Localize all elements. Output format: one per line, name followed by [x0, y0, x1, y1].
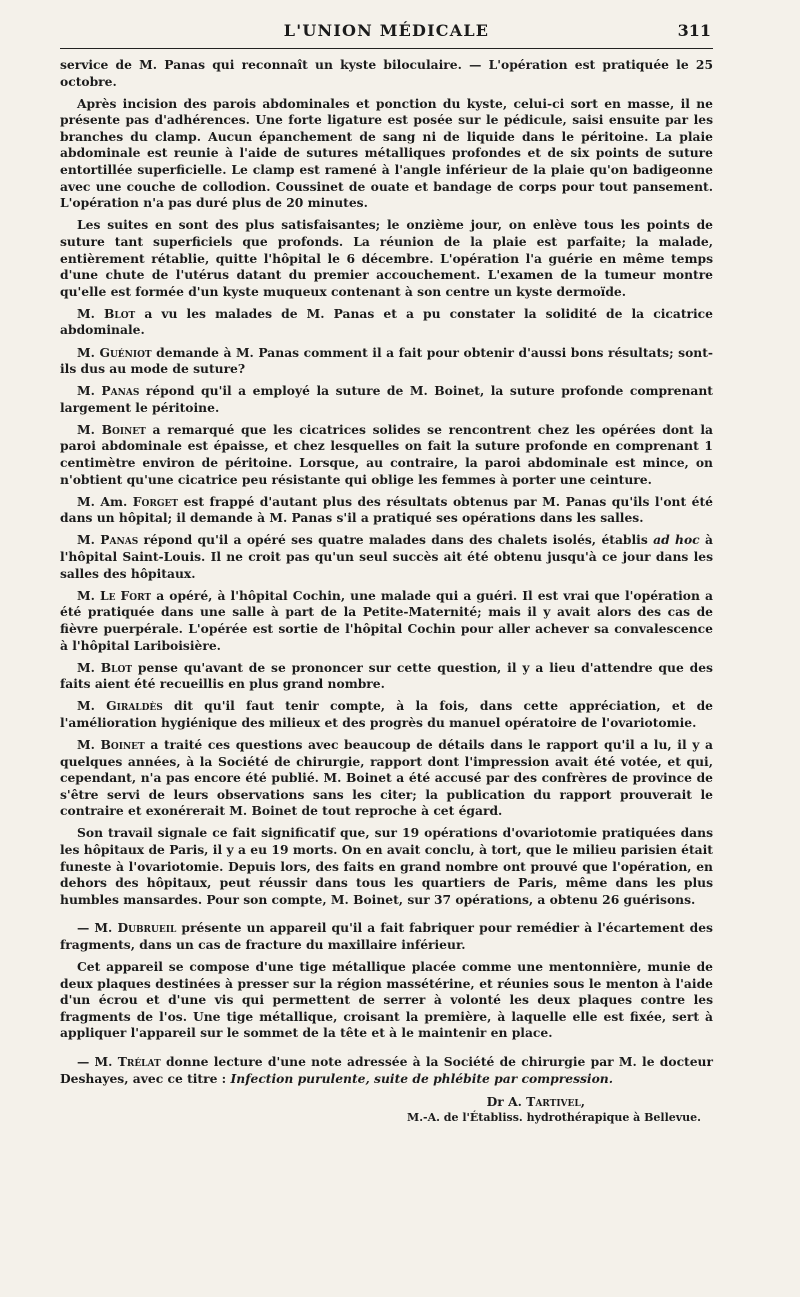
speaker-name: Panas	[100, 532, 139, 548]
speaker-name: Panas	[101, 383, 140, 399]
speaker-name: Dubrueil	[117, 920, 177, 936]
paragraph-text: demande à M. Panas comment il a fait pour obtenir d'aussi bons résultats; sont-ils dus au mode de suture?	[60, 344, 713, 377]
paragraph-6	[60, 383, 713, 416]
speaker-prefix: M.	[77, 659, 101, 675]
speaker-name: Blot	[103, 305, 136, 321]
paragraph-text: répond qu'il a employé la suture de M. Boinet, la suture profonde comprenant largement le péritoine.	[60, 383, 713, 415]
italic-phrase: ad hoc	[653, 532, 700, 548]
paragraph-9	[60, 532, 713, 582]
paragraph-text: dit qu'il faut tenir compte, à la fois, dans cette appréciation, et de l'amélioration hygiénique des milieux et des progrès du manuel opératoire de l'ovariotomie.	[60, 698, 713, 730]
speaker-name: Blot	[100, 659, 133, 675]
speaker-name: Boinet	[101, 421, 146, 437]
speaker-name: Giraldès	[106, 698, 163, 714]
paragraph-text: pense qu'avant de se prononcer sur cette question, il y a lieu d'attendre que des faits aient été recueillis en plus grand nombre.	[60, 659, 713, 692]
paragraph-13	[60, 737, 713, 820]
paragraph-2: Après incision des parois abdominales et ponction du kyste, celui-ci sort en masse, il ne présente pas d'adhérences. Une forte ligature est posée sur le pédicule, saisi ensuite par les branches du clamp. Aucun épanchement de sang ni de liquide dans le péritoine. La plaie abdominale est reunie à l'aide de sutures métalliques profondes et de six points de suture entortillée superficielle. Le clamp est ramené à l'angle inférieur de la plaie qu'on badigeonne avec une couche de collodion. Coussinet de ouate et bandage de corps pour tout pansement. L'opération n'a pas duré plus de 20 minutes.	[60, 95, 713, 211]
speaker-name: Forget	[132, 493, 179, 509]
page-number: 311	[677, 21, 711, 40]
speaker-prefix: M.	[77, 698, 107, 714]
speaker-name: Trélat	[117, 1054, 161, 1070]
paragraph-17	[60, 1054, 713, 1087]
speaker-prefix: M.	[77, 344, 100, 360]
paragraph-text: a remarqué que les cicatrices solides se rencontrent chez les opérées dont la paroi abdominale est épaisse, et chez lesquelles on fait la suture profonde en comprenant 1 centimètre environ de péritoine. Lorsque, au contraire, la paroi abdominale est mince, on n'obtient qu'une cicatrice peu résistante qui oblige les femmes à porter une ceinture.	[60, 421, 713, 487]
running-title: L'UNION MÉDICALE	[283, 21, 490, 40]
paragraph-text-continued: à l'hôpital Saint-Louis. Il ne croit pas qu'un seul succès ait été obtenu jusqu'à ce jour dans les salles des hôpitaux.	[60, 532, 713, 581]
speaker-prefix: M.	[77, 383, 102, 399]
signature-affiliation: M.-A. de l'Établiss. hydrothérapique à Bellevue.	[407, 1110, 701, 1124]
speaker-name: Le Fort	[99, 587, 152, 603]
paragraph-15	[60, 920, 713, 953]
page-header	[60, 20, 713, 49]
italic-title: Infection purulente, suite de phlébite par compression.	[230, 1070, 614, 1086]
paragraph-text: présente un appareil qu'il a fait fabriquer pour remédier à l'écartement des fragments, dans un cas de fracture du maxillaire inférieur.	[60, 920, 713, 952]
speaker-prefix: — M.	[77, 920, 118, 936]
paragraph-text: est frappé d'autant plus des résultats obtenus par M. Panas qu'ils l'ont été dans un hôpital; il demande à M. Panas s'il a pratiqué ses opérations dans les salles.	[60, 493, 713, 526]
signature-prefix: Dr A.	[486, 1093, 527, 1109]
speaker-prefix: M.	[77, 305, 104, 321]
speaker-name: Boinet	[100, 736, 145, 752]
speaker-prefix: — M.	[77, 1054, 118, 1070]
paragraph-14: Son travail signale ce fait significatif que, sur 19 opérations d'ovariotomie pratiquées dans les hôpitaux de Paris, il y a eu 19 morts. On en avait conclu, à tort, que le milieu parisien était funeste à l'ovariotomie. Depuis lors, des faits en grand nombre ont prouvé que l'opération, en dehors des hôpitaux, peut réussir dans tous les quartiers de Paris, même dans les plus humbles mansardes. Pour son compte, M. Boinet, sur 37 opérations, a obtenu 26 guérisons.	[60, 825, 713, 907]
signature-name: Tartivel,	[526, 1093, 585, 1109]
paragraph-text: donne lecture d'une note adressée à la Société de chirurgie par M. le docteur Deshayes, avec ce titre :	[60, 1054, 713, 1086]
paragraph-7	[60, 422, 713, 488]
paragraph-12	[60, 698, 713, 731]
paragraph-16: Cet appareil se compose d'une tige métallique placée comme une mentonnière, munie de deux plaques destinées à presser sur la région massétérine, et réunies sous le menton à l'aide d'un écrou et d'une vis qui permettent de serrer à volonté les deux plaques contre les fragments de l'os. Une tige métallique, croisant la première, à laquelle elle est fixée, sert à appliquer l'appareil sur le sommet de la tête et à le maintenir en place.	[60, 959, 713, 1041]
signature-author	[60, 1093, 713, 1110]
paragraph-text: a traité ces questions avec beaucoup de détails dans le rapport qu'il a lu, il y a quelques années, à la Société de chirurgie, rapport dont l'impression avait été votée, et qui, cependant, n'a pas encore été publié. M. Boinet a été accusé par des confrères de province de s'être servi de leurs observations sans les citer; la publication du rapport prouverait le contraire et exonérerait M. Boinet de tout reproche à cet égard.	[60, 736, 713, 819]
signature-block	[60, 1093, 713, 1126]
speaker-prefix: M.	[77, 736, 101, 752]
paragraph-11	[60, 660, 713, 693]
paragraph-4	[60, 306, 713, 339]
paragraph-8	[60, 494, 713, 527]
journal-page	[60, 20, 713, 1126]
speaker-prefix: M. Am.	[77, 493, 133, 509]
paragraph-text: répond qu'il a opéré ses quatre malades dans des chalets isolés, établis	[138, 532, 654, 548]
paragraph-text: a opéré, à l'hôpital Cochin, une malade qui a guéri. Il est vrai que l'opération a été pratiquée dans une salle à part de la Petite-Maternité; mais il y avait alors des cas de fièvre puerpérale. L'opérée est sortie de l'hôpital Cochin pour aller achever sa convalescence à l'hôpital Lariboisière.	[60, 587, 713, 653]
speaker-prefix: M.	[77, 421, 102, 437]
paragraph-3: Les suites en sont des plus satisfaisantes; le onzième jour, on enlève tous les points de suture tant superficiels que profonds. La réunion de la plaie est parfaite; la malade, entièrement rétablie, quitte l'hôpital le 6 décembre. L'opération l'a guérie en même temps d'une chute de l'utérus datant du premier accouchement. L'examen de la tumeur montre qu'elle est formée d'un kyste muqueux contenant à son centre un kyste dermoïde.	[60, 217, 713, 299]
speaker-prefix: M.	[77, 532, 101, 548]
paragraph-1: service de M. Panas qui reconnaît un kyste biloculaire. — L'opération est pratiquée le 25 octobre.	[60, 57, 713, 89]
speaker-name: Guéniot	[99, 344, 152, 360]
paragraph-text: a vu les malades de M. Panas et a pu constater la solidité de la cicatrice abdominale.	[60, 305, 713, 338]
paragraph-10	[60, 588, 713, 654]
paragraph-5	[60, 345, 713, 378]
article-body	[60, 57, 713, 1087]
speaker-prefix: M.	[77, 587, 100, 603]
